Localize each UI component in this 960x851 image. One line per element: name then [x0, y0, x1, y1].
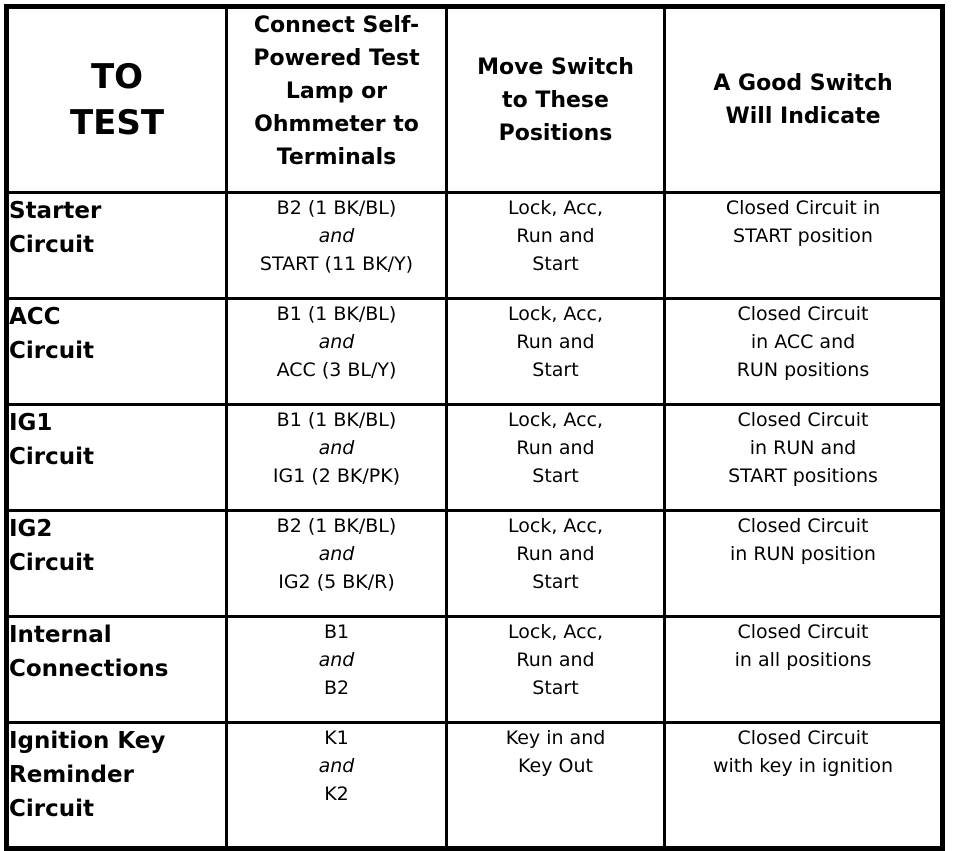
terminal-text: B2: [323, 677, 350, 699]
terminal-text: K1: [324, 727, 349, 749]
table-row: [7, 511, 943, 617]
position-text: Run and: [516, 331, 595, 353]
switch-test-table: [4, 4, 945, 851]
circuit-name-line: ACC: [9, 304, 61, 330]
terminal-and: and: [318, 437, 355, 459]
switch-positions: [447, 723, 665, 849]
position-text: Run and: [516, 437, 595, 459]
terminal-text: B2 (1 BK/BL): [276, 197, 397, 219]
position-text: Start: [532, 253, 579, 275]
circuit-name: [7, 405, 227, 511]
header-connect-line: Terminals: [276, 145, 397, 170]
switch-result: [665, 405, 943, 511]
header-good-switch: [665, 7, 943, 193]
circuit-name-line: Circuit: [9, 232, 94, 258]
terminal-text: B2 (1 BK/BL): [276, 515, 397, 537]
result-text: with key in ignition: [712, 755, 894, 777]
connect-terminals: [227, 617, 447, 723]
terminal-text: START (11 BK/Y): [259, 253, 414, 275]
header-move-line: Positions: [498, 120, 613, 146]
terminal-and: and: [318, 331, 355, 353]
terminal-text: IG1 (2 BK/PK): [272, 465, 401, 487]
position-text: Start: [532, 359, 579, 381]
circuit-name: [7, 511, 227, 617]
circuit-name-line: Circuit: [9, 550, 94, 576]
header-connect-line: Connect Self-: [253, 13, 420, 38]
result-text: RUN positions: [736, 359, 870, 381]
position-text: Run and: [516, 225, 595, 247]
connect-terminals: [227, 299, 447, 405]
position-text: Lock, Acc,: [508, 303, 603, 325]
header-row: [7, 7, 943, 193]
result-text: Closed Circuit in: [725, 197, 881, 219]
position-text: Start: [532, 677, 579, 699]
connect-terminals: [227, 193, 447, 299]
position-text: Start: [532, 465, 579, 487]
table-row: [7, 299, 943, 405]
circuit-name-line: Starter: [9, 198, 102, 224]
table-row: [7, 193, 943, 299]
terminal-and: and: [318, 649, 355, 671]
position-text: Lock, Acc,: [508, 409, 603, 431]
circuit-name-line: Circuit: [9, 444, 94, 470]
switch-positions: [447, 511, 665, 617]
header-move-line: Move Switch: [477, 54, 634, 80]
switch-result: [665, 723, 943, 849]
circuit-name-line: Connections: [9, 656, 169, 682]
position-text: Lock, Acc,: [508, 621, 603, 643]
header-connect-line: Lamp or: [285, 79, 388, 104]
header-connect-line: Ohmmeter to: [254, 112, 419, 137]
result-text: Closed Circuit: [737, 515, 869, 537]
circuit-name-line: Circuit: [9, 338, 94, 364]
header-to-test: [7, 7, 227, 193]
connect-terminals: [227, 405, 447, 511]
terminal-and: and: [318, 755, 355, 777]
result-text: in ACC and: [750, 331, 856, 353]
table-row: [7, 617, 943, 723]
table-row: [7, 723, 943, 849]
circuit-name: [7, 299, 227, 405]
circuit-name: [7, 193, 227, 299]
connect-terminals: [227, 723, 447, 849]
position-text: Lock, Acc,: [508, 197, 603, 219]
terminal-text: B1 (1 BK/BL): [276, 303, 397, 325]
circuit-name-line: Ignition Key: [9, 728, 166, 754]
terminal-and: and: [318, 225, 355, 247]
header-move-line: to These: [502, 87, 609, 113]
terminal-text: B1 (1 BK/BL): [276, 409, 397, 431]
circuit-name-line: Circuit: [9, 796, 94, 822]
terminal-and: and: [318, 543, 355, 565]
circuit-name-line: IG1: [9, 410, 53, 436]
header-connect-line: Powered Test: [253, 46, 420, 71]
position-text: Key in and: [505, 727, 606, 749]
result-text: START positions: [728, 465, 878, 487]
result-text: in RUN position: [730, 543, 876, 565]
position-text: Run and: [516, 649, 595, 671]
circuit-name: [7, 617, 227, 723]
switch-positions: [447, 405, 665, 511]
table-row: [7, 405, 943, 511]
switch-result: [665, 193, 943, 299]
result-text: Closed Circuit: [737, 621, 869, 643]
result-text: Closed Circuit: [737, 727, 869, 749]
position-text: Start: [532, 571, 579, 593]
terminal-text: K2: [324, 783, 349, 805]
circuit-name-line: Internal: [9, 622, 112, 648]
connect-terminals: [227, 511, 447, 617]
position-text: Run and: [516, 543, 595, 565]
circuit-name-line: IG2: [9, 516, 53, 542]
switch-positions: [447, 299, 665, 405]
position-text: Key Out: [518, 755, 593, 777]
result-text: in RUN and: [749, 437, 857, 459]
switch-result: [665, 299, 943, 405]
header-to-test-line: TEST: [69, 103, 165, 143]
header-good-line: Will Indicate: [725, 104, 881, 129]
terminal-text: ACC (3 BL/Y): [276, 359, 397, 381]
terminal-text: IG2 (5 BK/R): [278, 571, 395, 593]
result-text: START position: [733, 225, 873, 247]
header-connect: [227, 7, 447, 193]
header-to-test-line: TO: [90, 57, 144, 97]
switch-result: [665, 511, 943, 617]
header-move-switch: [447, 7, 665, 193]
circuit-name-line: Reminder: [9, 762, 134, 788]
header-good-line: A Good Switch: [713, 71, 893, 96]
position-text: Lock, Acc,: [508, 515, 603, 537]
switch-positions: [447, 193, 665, 299]
switch-positions: [447, 617, 665, 723]
terminal-text: B1: [323, 621, 350, 643]
result-text: Closed Circuit: [737, 303, 869, 325]
result-text: in all positions: [734, 649, 872, 671]
circuit-name: [7, 723, 227, 849]
switch-result: [665, 617, 943, 723]
result-text: Closed Circuit: [737, 409, 869, 431]
